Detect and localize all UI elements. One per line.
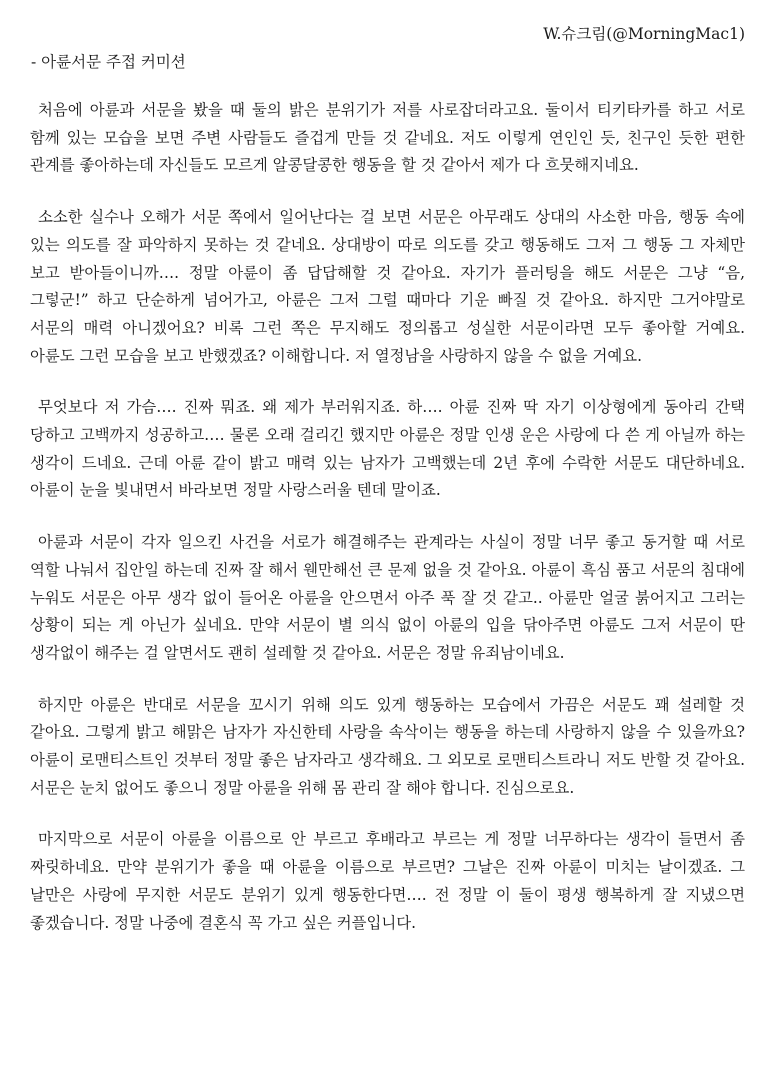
paragraph-1: 처음에 아륜과 서문을 봤을 때 둘의 밝은 분위기가 저를 사로잡더라고요. 둘이서 티키타카를 하고 서로 함께 있는 모습을 보면 주변 사람들도 즐겁게 만들 것 같네요. 저도 이렇게 연인인 듯, 친구인 듯한 편한 관계를 좋아하는데 자신들도 모르게 알콩달콩한 행동을 할 것 같아서 제가 다 흐뭇해지네요. (30, 101, 745, 175)
paragraph-2: 소소한 실수나 오해가 서문 쪽에서 일어난다는 걸 보면 서문은 아무래도 상대의 사소한 마음, 행동 속에 있는 의도를 잘 파악하지 못하는 것 같네요. 상대방이 따로 의도를 갖고 행동해도 그저 그 행동 그 자체만 보고 받아들이니까…. 정말 아륜이 좀 답답해할 것 같아요. 자기가 플러팅을 해도 서문은 그냥 “음, 그렇군!” 하고 단순하게 넘어가고, 아륜은 그저 그럴 때마다 기운 빠질 것 같아요. 하지만 그거야말로 서문의 매력 아니겠어요? 비록 그런 쪽은 무지해도 정의롭고 성실한 서문이라면 모두 좋아할 거예요. 아륜도 그런 모습을 보고 반했겠죠? 이해합니다. 저 열정남을 사랑하지 않을 수 없을 거예요. (30, 208, 745, 365)
paragraph-4: 아륜과 서문이 각자 일으킨 사건을 서로가 해결해주는 관계라는 사실이 정말 너무 좋고 동거할 때 서로 역할 나눠서 집안일 하는데 진짜 잘 해서 웬만해선 큰 문제 없을 것 같아요. 아륜이 흑심 품고 서문의 침대에 누워도 서문은 아무 생각 없이 들어온 아륜을 안으면서 아주 푹 잘 것 같고.. 아륜만 얼굴 붉어지고 그러는 상황이 되는 게 아닌가 싶네요. 만약 서문이 별 의식 없이 아륜의 입을 닦아주면 아륜도 그저 서문이 딴 생각없이 해주는 걸 알면서도 괜히 설레할 것 같아요. 서문은 정말 유죄남이네요. (30, 533, 745, 662)
author-credit: W.슈크림(@MorningMac1) (543, 25, 745, 43)
paragraph-6: 마지막으로 서문이 아륜을 이름으로 안 부르고 후배라고 부르는 게 정말 너무하다는 생각이 들면서 좀 짜릿하네요. 만약 분위기가 좋을 때 아륜을 이름으로 부르면? 그날은 진짜 아륜이 미치는 날이겠죠. 그 날만은 사랑에 무지한 서문도 분위기 있게 행동한다면…. 전 정말 이 둘이 평생 행복하게 잘 지냈으면 좋겠습니다. 정말 나중에 결혼식 꼭 가고 싶은 커플입니다. (30, 830, 745, 932)
document-title: - 아륜서문 주접 커미션 (31, 53, 186, 71)
paragraph-3: 무엇보다 저 가슴…. 진짜 뭐죠. 왜 제가 부러워지죠. 하…. 아륜 진짜 딱 자기 이상형에게 동아리 간택 당하고 고백까지 성공하고…. 물론 오래 걸리긴 했지만 아륜은 정말 인생 운은 사랑에 다 쓴 게 아닐까 하는 생각이 드네요. 근데 아륜 같이 밝고 매력 있는 남자가 고백했는데 2년 후에 수락한 서문도 대단하네요. 아륜이 눈을 빛내면서 바라보면 정말 사랑스러울 텐데 말이죠. (30, 398, 745, 500)
paragraph-5: 하지만 아륜은 반대로 서문을 꼬시기 위해 의도 있게 행동하는 모습에서 가끔은 서문도 꽤 설레할 것 같아요. 그렇게 밝고 해맑은 남자가 자신한테 사랑을 속삭이는 행동을 하는데 사랑하지 않을 수 있을까요? 아륜이 로맨티스트인 것부터 정말 좋은 남자라고 생각해요. 그 외모로 로맨티스트라니 저도 반할 것 같아요. 서문은 눈치 없어도 좋으니 정말 아륜을 위해 몸 관리 잘 해야 합니다. 진심으로요. (30, 695, 745, 797)
document-body (30, 97, 745, 961)
